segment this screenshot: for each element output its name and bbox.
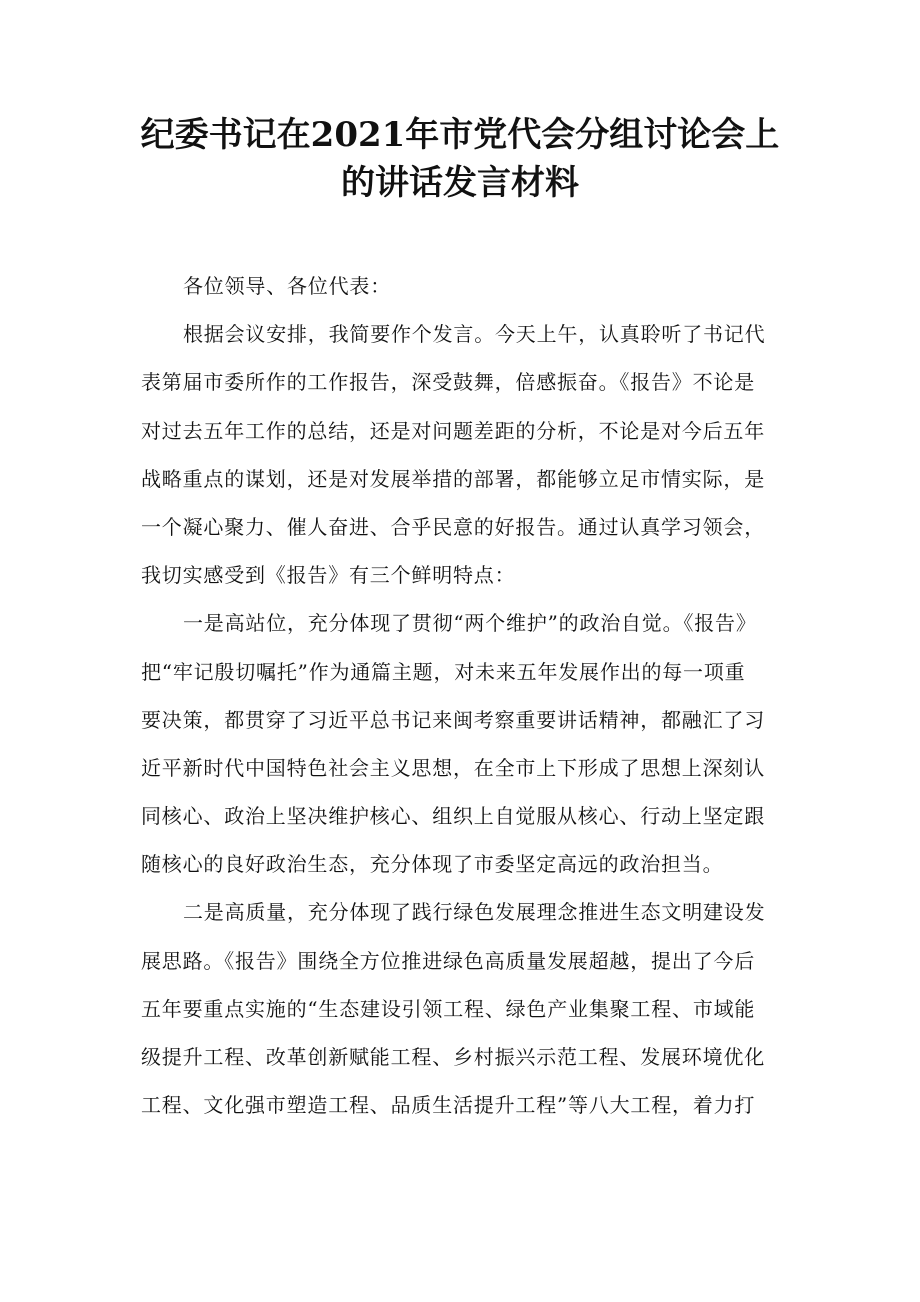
text-line: 表第届市委所作的工作报告，深受鼓舞，倍感振奋。《报告》不论是 bbox=[141, 370, 755, 395]
text-line: 同核心、政治上坚决维护核心、组织上自觉服从核心、行动上坚定跟 bbox=[141, 804, 765, 829]
title-line-1: 纪委书记在2021年市党代会分组讨论会上 bbox=[140, 115, 780, 155]
text-line: 把“牢记殷切嘱托”作为通篇主题，对未来五年发展作出的每一项重 bbox=[141, 659, 746, 684]
paragraph-point-one bbox=[141, 599, 781, 888]
text-line: 工程、文化强市塑造工程、品质生活提升工程”等八大工程，着力打 bbox=[141, 1093, 756, 1118]
document-title bbox=[100, 111, 820, 207]
text-line: 展思路。《报告》围绕全方位推进绿色高质量发展超越，提出了今后 bbox=[141, 948, 755, 973]
text-line: 根据会议安排，我简要作个发言。今天上午，认真聆听了书记代 bbox=[183, 322, 766, 347]
text-line: 二是高质量，充分体现了践行绿色发展理念推进生态文明建设发 bbox=[183, 900, 766, 925]
paragraph-point-two bbox=[141, 888, 781, 1129]
text-line: 近平新时代中国特色社会主义思想，在全市上下形成了思想上深刻认 bbox=[141, 755, 765, 780]
salutation-paragraph bbox=[141, 262, 781, 310]
text-line: 级提升工程、改革创新赋能工程、乡村振兴示范工程、发展环境优化 bbox=[141, 1045, 765, 1069]
text-line: 一是高站位，充分体现了贯彻“两个维护”的政治自觉。《报告》 bbox=[183, 611, 757, 636]
text-line: 要决策，都贯穿了习近平总书记来闽考察重要讲话精神，都融汇了习 bbox=[141, 707, 765, 732]
text-line: 一个凝心聚力、催人奋进、合乎民意的好报告。通过认真学习领会， bbox=[141, 514, 765, 539]
document-body bbox=[141, 262, 781, 1129]
text-line: 战略重点的谋划，还是对发展举措的部署，都能够立足市情实际，是 bbox=[141, 466, 765, 491]
title-line-2: 的讲话发言材料 bbox=[341, 163, 579, 203]
text-line: 随核心的良好政治生态，充分体现了市委坚定高远的政治担当。 bbox=[141, 852, 724, 877]
text-line: 对过去五年工作的总结，还是对问题差距的分析，不论是对今后五年 bbox=[141, 418, 765, 443]
salutation: 各位领导、各位代表： bbox=[183, 274, 391, 298]
text-line: 我切实感受到《报告》有三个鲜明特点： bbox=[141, 563, 516, 588]
paragraph-intro bbox=[141, 310, 781, 599]
text-line: 五年要重点实施的“生态建设引领工程、绿色产业集聚工程、市域能 bbox=[141, 996, 756, 1021]
